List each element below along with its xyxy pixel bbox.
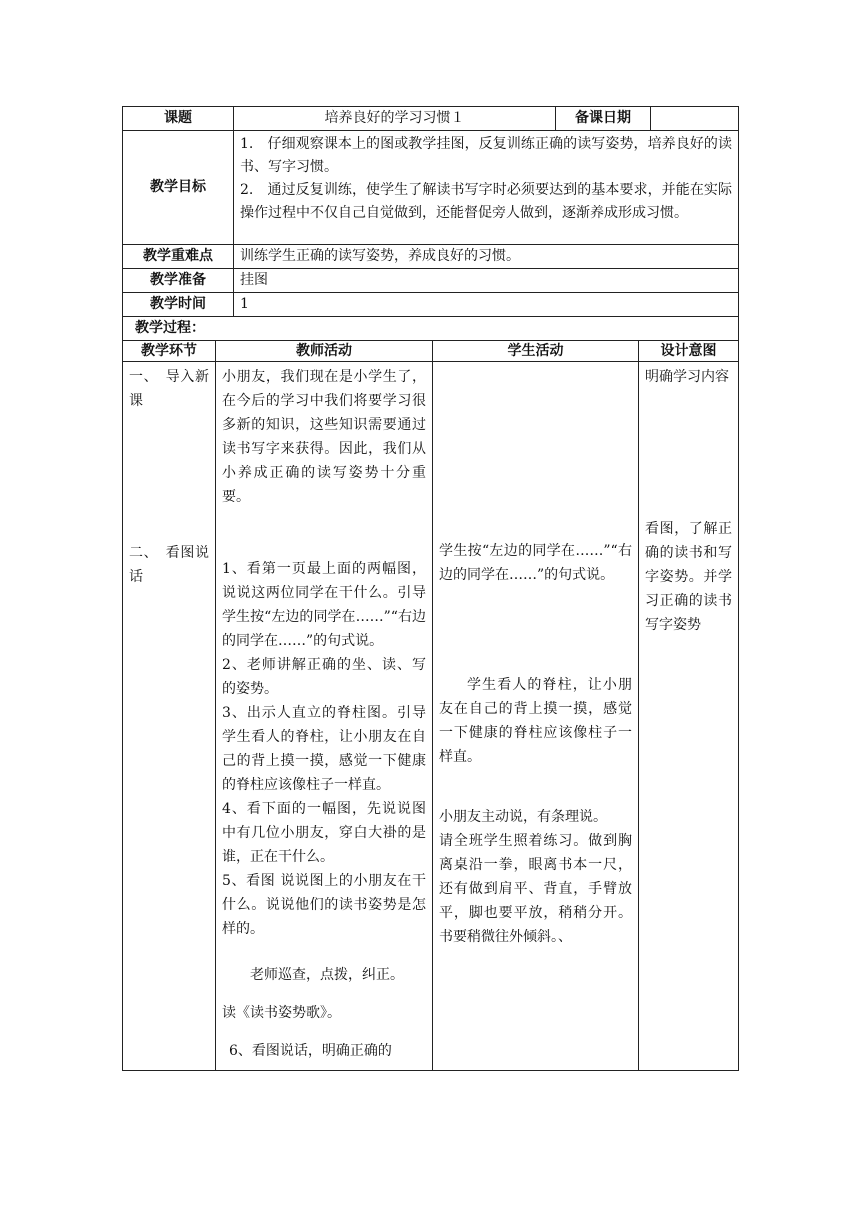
objective-item-1: 1. 仔细观察课本上的图或教学挂图，反复训练正确的读写姿势，培养良好的读书、写字习惯。 — [240, 136, 732, 175]
teacher-step-5: 5、看图 说说图上的小朋友在干什么。说说他们的读书姿势是怎样的。 — [222, 873, 426, 937]
student-activity-cell — [433, 362, 639, 1071]
stage-1-name: 一、 导入新课 — [129, 369, 209, 409]
lesson-info-table — [122, 106, 739, 341]
process-body-row — [123, 362, 739, 1071]
teacher-stage-1: 小朋友，我们现在是小学生了，在今后的学习中我们将要学习很多新的知识，这些知识需要通过读书写字来获得。因此，我们从小养成正确的读写姿势十分重要。 — [222, 369, 426, 505]
lesson-plan-page — [122, 106, 738, 1071]
stage-cell — [123, 362, 216, 1071]
teacher-step-4: 4、看下面的一幅图，先说说图中有几位小朋友，穿白大褂的是谁，正在干什么。 — [222, 801, 426, 865]
teacher-step-1: 1、看第一页最上面的两幅图，说说这两位同学在干什么。引导学生按“左边的同学在……”“右边的同学在……”的句式说。 — [222, 561, 426, 649]
key-points-value: 训练学生正确的读写姿势，养成良好的习惯。 — [234, 245, 739, 269]
teacher-step-3: 3、出示人直立的脊柱图。引导学生看人的脊柱，让小朋友在自己的背上摸一摸，感觉一下健康的脊柱应该像柱子一样直。 — [222, 705, 426, 793]
student-response-1: 学生按“左边的同学在……”“右边的同学在……”的句式说。 — [439, 543, 632, 583]
student-practice: 请全班学生照着练习。做到胸离桌沿一拳，眼离书本一尺，还有做到肩平、背直，手臂放平，脚也要平放，稍稍分开。书要稍微往外倾斜。、 — [439, 833, 632, 945]
teacher-step-2: 2、老师讲解正确的坐、读、写的姿势。 — [222, 657, 426, 697]
preparation-label: 教学准备 — [123, 269, 234, 293]
intent-stage-1: 明确学习内容 — [645, 369, 729, 385]
student-response-2: 学生看人的脊柱，让小朋友在自己的背上摸一摸，感觉一下健康的脊柱应该像柱子一样直。 — [439, 677, 632, 765]
teacher-read-song: 读《读书姿势歌》。 — [222, 1005, 341, 1021]
col-intent: 设计意图 — [639, 341, 739, 362]
teacher-patrol: 老师巡查，点拨，纠正。 — [250, 967, 404, 983]
stage-2-name: 二、 看图说话 — [129, 545, 209, 585]
student-response-3: 小朋友主动说，有条理说。 — [439, 809, 607, 825]
objectives-content — [234, 131, 739, 245]
process-header-row — [123, 341, 739, 362]
process-table — [122, 340, 739, 1071]
prep-date-value — [651, 107, 739, 131]
prep-date-label: 备课日期 — [556, 107, 651, 131]
intent-stage-2: 看图，了解正确的读书和写字姿势。并学习正确的读书写字姿势 — [645, 521, 732, 633]
teacher-activity-cell — [216, 362, 433, 1071]
process-label: 教学过程： — [123, 317, 739, 341]
topic-value: 培养良好的学习习惯１ — [234, 107, 556, 131]
topic-label: 课题 — [123, 107, 234, 131]
col-teacher: 教师活动 — [216, 341, 433, 362]
col-stage: 教学环节 — [123, 341, 216, 362]
teacher-step-6: 6、看图说话，明确正确的 — [229, 1043, 392, 1059]
objective-item-2: 2. 通过反复训练，使学生了解读书写字时必须要达到的基本要求，并能在实际操作过程中不仅自己自觉做到，还能督促旁人做到，逐渐养成形成习惯。 — [240, 182, 732, 221]
col-student: 学生活动 — [433, 341, 639, 362]
key-points-label: 教学重难点 — [123, 245, 234, 269]
time-label: 教学时间 — [123, 293, 234, 317]
preparation-value: 挂图 — [234, 269, 739, 293]
objectives-label: 教学目标 — [123, 131, 234, 245]
intent-cell — [639, 362, 739, 1071]
time-value: 1 — [234, 293, 739, 317]
